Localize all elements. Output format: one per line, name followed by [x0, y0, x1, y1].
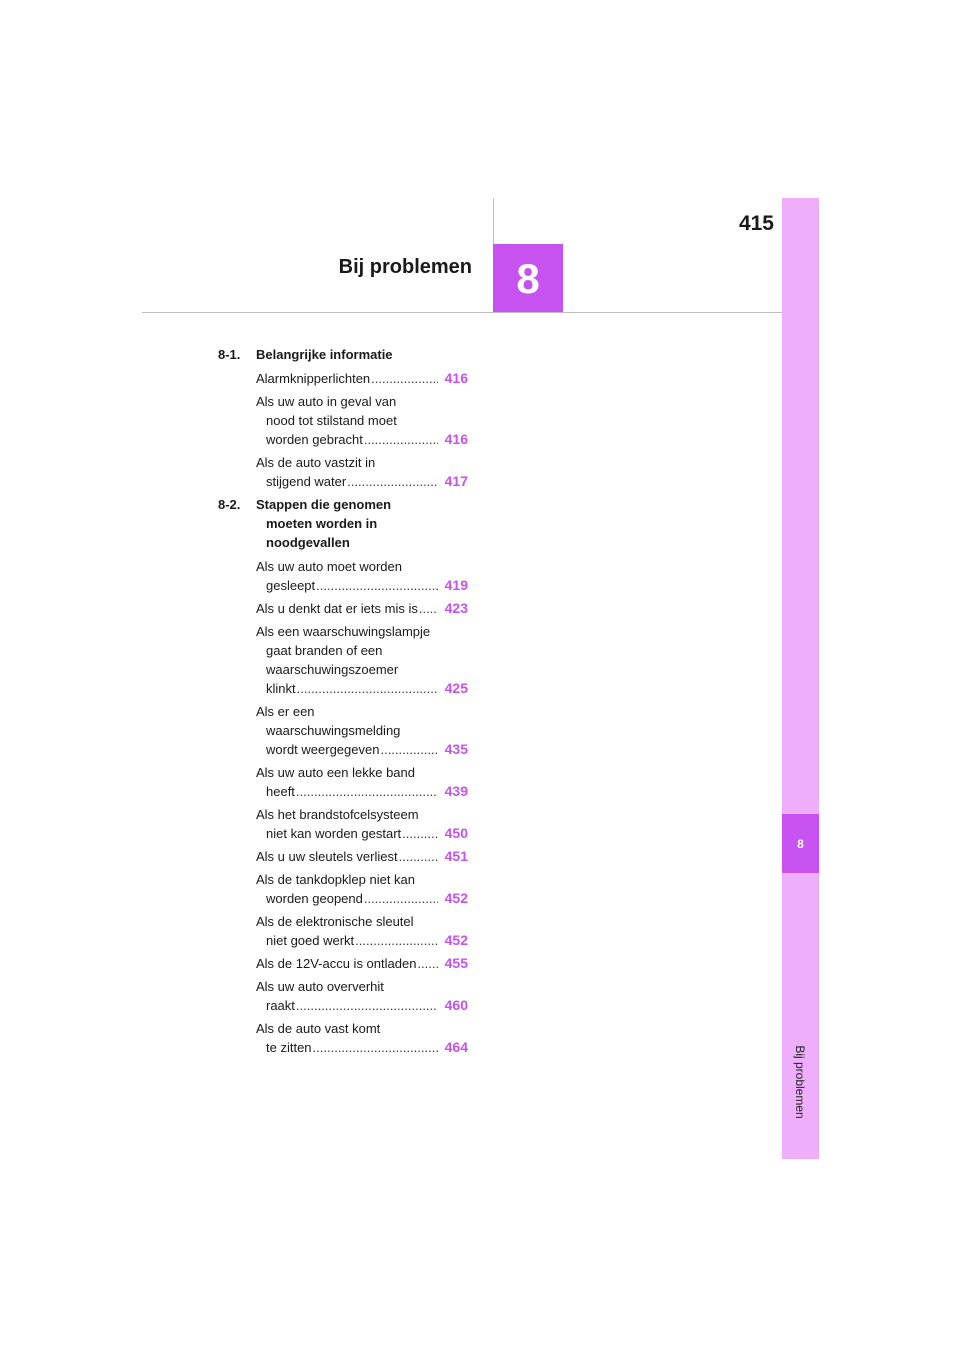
toc-entry-line: waarschuwingszoemer: [266, 662, 399, 677]
toc-entry[interactable]: [256, 763, 468, 801]
toc-page-number[interactable]: 425: [444, 680, 468, 696]
toc-entry-line: gesleept: [266, 578, 316, 593]
toc-entry[interactable]: [256, 847, 468, 866]
toc-page-number[interactable]: 416: [444, 370, 468, 386]
toc-section-title-line: Belangrijke informatie: [256, 347, 393, 362]
toc-entry-line: niet kan worden gestart: [266, 826, 402, 841]
toc-entry[interactable]: [256, 557, 468, 595]
toc-page-number[interactable]: 455: [444, 955, 468, 971]
toc-page-number[interactable]: 419: [444, 577, 468, 593]
toc-page-number[interactable]: 460: [444, 997, 468, 1013]
toc-page-number[interactable]: 435: [444, 741, 468, 757]
toc-entry-line: Alarmknipperlichten: [256, 371, 371, 386]
dot-leader: [363, 430, 438, 449]
toc-section-title-line: noodgevallen: [266, 535, 350, 550]
header-divider-vertical: [493, 198, 494, 244]
header-divider-horizontal: [142, 312, 782, 313]
toc-entry[interactable]: [256, 912, 468, 950]
toc-entry-line: Als de elektronische sleutel: [256, 914, 414, 929]
toc-entry-line: Als de auto vastzit in: [256, 455, 376, 470]
toc-entry[interactable]: [256, 805, 468, 843]
toc-entry[interactable]: [256, 453, 468, 491]
toc-entry[interactable]: [256, 1019, 468, 1057]
dot-leader: [295, 782, 438, 801]
toc-entry-line: stijgend water: [266, 474, 347, 489]
toc-entry-line: worden gebracht: [266, 432, 363, 447]
toc-section-title: [256, 345, 393, 364]
page-number: 415: [738, 212, 774, 235]
dot-leader: [296, 679, 438, 698]
toc-page-number[interactable]: 464: [444, 1039, 468, 1055]
toc-section-heading: [218, 495, 468, 552]
toc-section-number: 8-2.: [218, 497, 241, 512]
toc-entry-line: heeft: [266, 784, 295, 799]
toc-page-number[interactable]: 439: [444, 783, 468, 799]
chapter-title: Bij problemen: [338, 256, 472, 278]
toc-page-number[interactable]: 416: [444, 431, 468, 447]
toc-entry-line: Als een waarschuwingslampje: [256, 624, 431, 639]
toc-entry-line: Als de tankdopklep niet kan: [256, 872, 415, 887]
toc-section-title-line: moeten worden in: [266, 516, 378, 531]
toc-entry-line: Als er een: [256, 704, 315, 719]
toc-entry-line: Als de auto vast komt: [256, 1021, 381, 1036]
toc-entry-line: nood tot stilstand moet: [266, 413, 397, 428]
dot-leader: [379, 740, 438, 759]
dot-leader: [401, 824, 438, 843]
toc-section-title: [256, 495, 391, 552]
toc-entry-line: Als uw auto moet worden: [256, 559, 402, 574]
dot-leader: [312, 1038, 438, 1057]
toc-page-number[interactable]: 423: [444, 600, 468, 616]
dot-leader: [418, 599, 438, 618]
toc-page-number[interactable]: 450: [444, 825, 468, 841]
dot-leader: [363, 889, 438, 908]
toc-page-number[interactable]: 452: [444, 932, 468, 948]
toc-entry-line: wordt weergegeven: [266, 742, 380, 757]
toc-entry[interactable]: [256, 977, 468, 1015]
toc-section-heading: [218, 345, 468, 364]
side-thumb-tab[interactable]: 8 Bij problemen: [782, 198, 819, 1159]
toc-entry-line: raakt: [266, 998, 295, 1013]
toc-entry[interactable]: [256, 954, 468, 973]
toc-entry[interactable]: [256, 870, 468, 908]
toc-page-number[interactable]: 452: [444, 890, 468, 906]
toc-entry[interactable]: [256, 622, 468, 698]
dot-leader: [346, 472, 438, 491]
toc-entry-line: klinkt: [266, 681, 296, 696]
toc-entry-line: Als u denkt dat er iets mis is: [256, 601, 418, 616]
toc-entry-line: worden geopend: [266, 891, 363, 906]
toc-entry[interactable]: [256, 599, 468, 618]
toc-entry-line: Als uw auto in geval van: [256, 394, 397, 409]
dot-leader: [315, 576, 438, 595]
table-of-contents: [218, 345, 468, 1061]
dot-leader: [416, 954, 438, 973]
toc-page-number[interactable]: 451: [444, 848, 468, 864]
toc-entry-line: te zitten: [266, 1040, 312, 1055]
toc-entry-line: Als u uw sleutels verliest: [256, 849, 398, 864]
toc-page-number[interactable]: 417: [444, 473, 468, 489]
dot-leader: [370, 369, 438, 388]
toc-entry-line: Als uw auto een lekke band: [256, 765, 415, 780]
dot-leader: [295, 996, 438, 1015]
toc-entry-line: waarschuwingsmelding: [266, 723, 401, 738]
toc-entry-line: niet goed werkt: [266, 933, 355, 948]
chapter-number-box: 8: [493, 244, 563, 313]
side-tab-number: 8: [782, 814, 819, 873]
toc-section-number: 8-1.: [218, 347, 241, 362]
dot-leader: [398, 847, 438, 866]
toc-entry-line: Als het brandstofcelsysteem: [256, 807, 419, 822]
toc-section-title-line: Stappen die genomen: [256, 497, 392, 512]
toc-entry[interactable]: [256, 369, 468, 388]
toc-entry-line: Als uw auto oververhit: [256, 979, 384, 994]
toc-entry-line: Als de 12V-accu is ontladen: [256, 956, 417, 971]
dot-leader: [354, 931, 438, 950]
toc-entry-line: gaat branden of een: [266, 643, 383, 658]
toc-entry[interactable]: [256, 392, 468, 449]
toc-entry[interactable]: [256, 702, 468, 759]
